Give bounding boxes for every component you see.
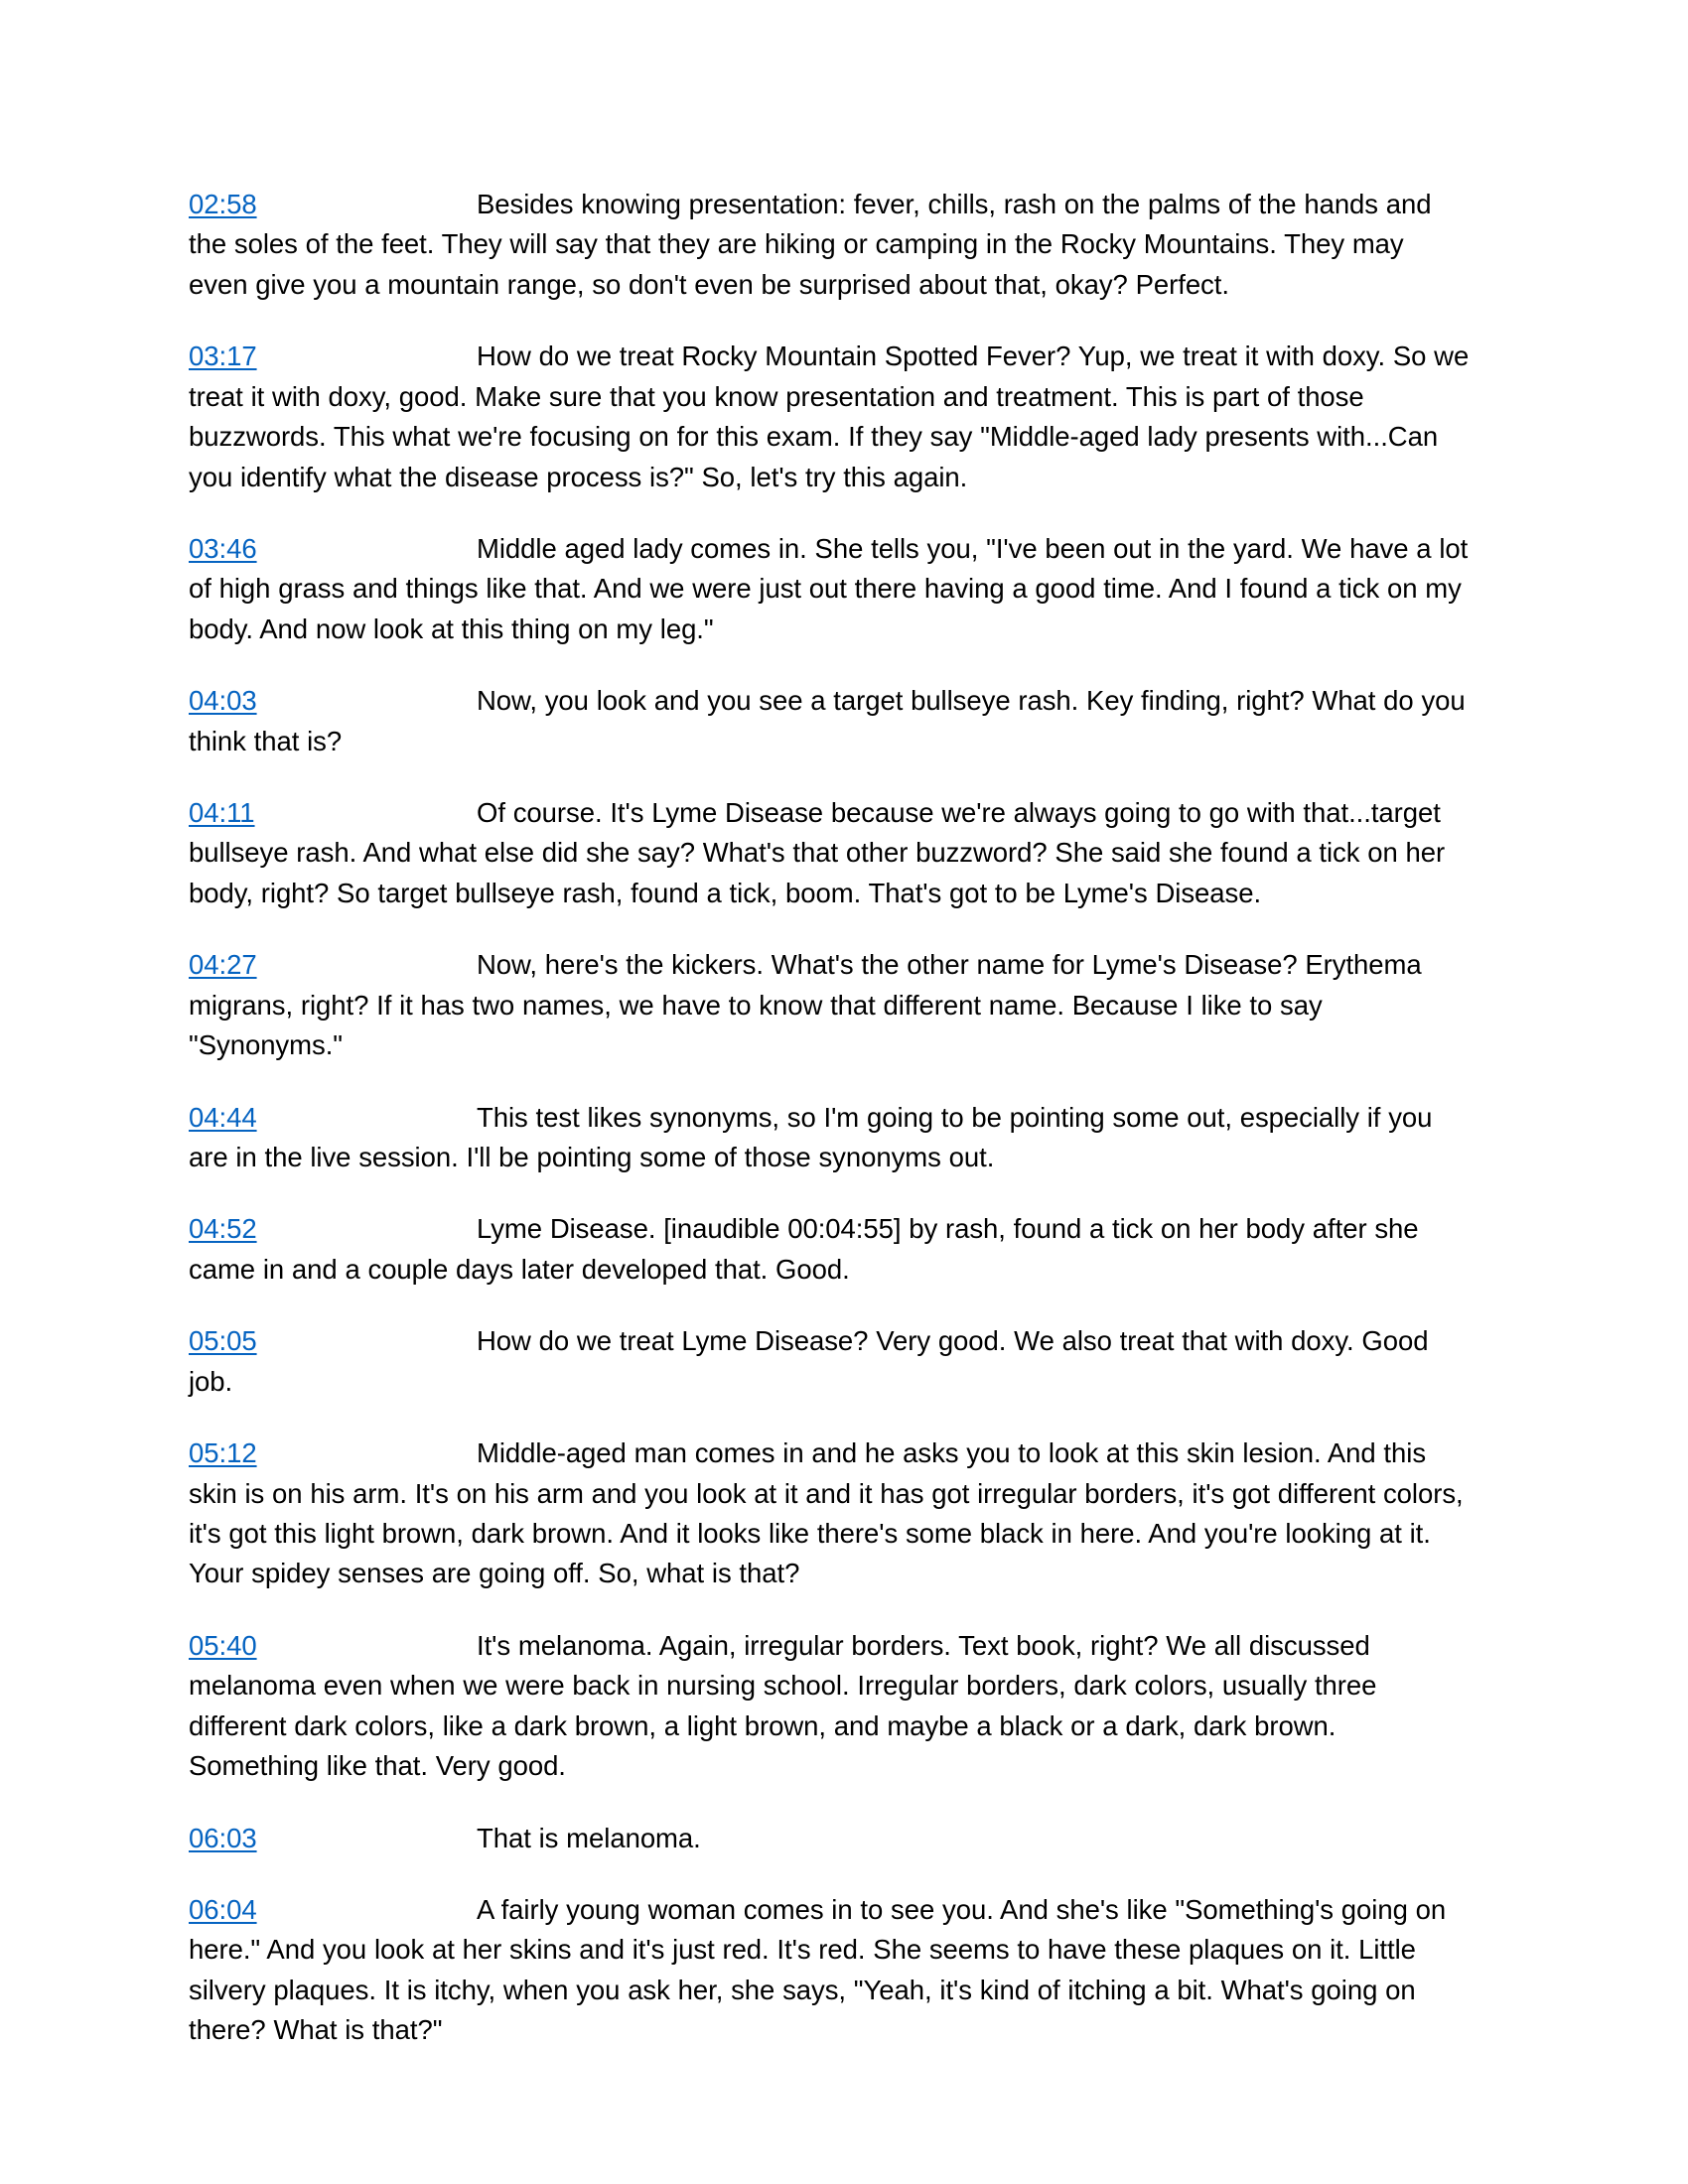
- cue-text: It's melanoma. Again, irregular borders. Text book, right? We all discussed melanoma even when we were back in nursing school. Irregular borders, dark colors, usually three different dark colors, like a dark brown, a light brown, and maybe a black or a dark, dark brown. Something like that. Very good.: [189, 1629, 1377, 1782]
- transcript-cue: [189, 1626, 1470, 1787]
- cue-text: A fairly young woman comes in to see you. And she's like "Something's going on here." And you look at her skins and it's just red. It's red. She seems to have these plaques on it. Little silvery plaques. It is itchy, when you ask her, she says, "Yeah, it's kind of itching a bit. What's going on there? What is that?": [189, 1893, 1447, 2046]
- timecode-link[interactable]: 03:46: [189, 532, 257, 564]
- timecode-link[interactable]: 05:12: [189, 1437, 257, 1469]
- timecode-cell: [189, 681, 477, 721]
- timecode-link[interactable]: 05:40: [189, 1629, 257, 1661]
- timecode-cell: [189, 1433, 477, 1473]
- cue-text: How do we treat Rocky Mountain Spotted Fever? Yup, we treat it with doxy. So we treat it with doxy, good. Make sure that you know presentation and treatment. This is part of those buzzwords. This what we're focusing on for this exam. If they say "Middle-aged lady presents with...Can you identify what the disease process is?" So, let's try this again.: [189, 341, 1470, 492]
- transcript-cue: [189, 945, 1470, 1065]
- transcript-cue: [189, 1321, 1470, 1402]
- cue-text: Lyme Disease. [inaudible 00:04:55] by rash, found a tick on her body after she came in and a couple days later developed that. Good.: [189, 1213, 1419, 1285]
- transcript-cue: [189, 337, 1470, 497]
- timecode-cell: [189, 1321, 477, 1361]
- timecode-link[interactable]: 03:17: [189, 341, 257, 372]
- transcript-cue: [189, 1890, 1470, 2051]
- cue-text: Now, here's the kickers. What's the other name for Lyme's Disease? Erythema migrans, right? If it has two names, we have to know that different name. Because I like to say "Synonyms.": [189, 949, 1422, 1061]
- timecode-cell: [189, 1098, 477, 1138]
- timecode-cell: [189, 1626, 477, 1666]
- transcript-cue: [189, 1098, 1470, 1178]
- transcript-body: [189, 185, 1470, 2051]
- cue-text: Now, you look and you see a target bullseye rash. Key finding, right? What do you think that is?: [189, 685, 1466, 756]
- timecode-link[interactable]: 04:27: [189, 949, 257, 981]
- timecode-link[interactable]: 04:11: [189, 797, 255, 829]
- timecode-cell: [189, 185, 477, 224]
- transcript-cue: [189, 185, 1470, 305]
- transcript-cue: [189, 529, 1470, 649]
- timecode-cell: [189, 1890, 477, 1930]
- transcript-cue: [189, 1209, 1470, 1290]
- cue-text: That is melanoma.: [477, 1822, 701, 1853]
- timecode-link[interactable]: 04:03: [189, 685, 257, 717]
- cue-text: Besides knowing presentation: fever, chills, rash on the palms of the hands and the soles of the feet. They will say that they are hiking or camping in the Rocky Mountains. They may even give you a mountain range, so don't even be surprised about that, okay? Perfect.: [189, 189, 1432, 300]
- timecode-cell: [189, 1209, 477, 1249]
- timecode-link[interactable]: 05:05: [189, 1325, 257, 1357]
- transcript-cue: [189, 681, 1470, 761]
- transcript-cue: [189, 793, 1470, 913]
- cue-text: Middle-aged man comes in and he asks you to look at this skin lesion. And this skin is on his arm. It's on his arm and you look at it and it has got irregular borders, it's got different colors, it's got this light brown, dark brown. And it looks like there's some black in here. And you're looking at it. Your spidey senses are going off. So, what is that?: [189, 1437, 1464, 1589]
- timecode-cell: [189, 793, 477, 833]
- timecode-cell: [189, 1819, 477, 1858]
- cue-text: This test likes synonyms, so I'm going to be pointing some out, especially if you are in the live session. I'll be pointing some of those synonyms out.: [189, 1101, 1433, 1173]
- timecode-link[interactable]: 04:52: [189, 1213, 257, 1245]
- timecode-cell: [189, 529, 477, 569]
- transcript-cue: [189, 1819, 1470, 1858]
- timecode-cell: [189, 945, 477, 985]
- cue-text: Middle aged lady comes in. She tells you, "I've been out in the yard. We have a lot of high grass and things like that. And we were just out there having a good time. And I found a tick on my body. And now look at this thing on my leg.": [189, 532, 1469, 644]
- timecode-cell: [189, 337, 477, 376]
- cue-text: Of course. It's Lyme Disease because we're always going to go with that...target bullseye rash. And what else did she say? What's that other buzzword? She said she found a tick on her body, right? So target bullseye rash, found a tick, boom. That's got to be Lyme's Disease.: [189, 797, 1446, 908]
- timecode-link[interactable]: 06:03: [189, 1822, 257, 1853]
- timecode-link[interactable]: 04:44: [189, 1101, 257, 1133]
- transcript-cue: [189, 1433, 1470, 1594]
- timecode-link[interactable]: 02:58: [189, 189, 257, 219]
- timecode-link[interactable]: 06:04: [189, 1893, 257, 1925]
- cue-text: How do we treat Lyme Disease? Very good. We also treat that with doxy. Good job.: [189, 1325, 1429, 1397]
